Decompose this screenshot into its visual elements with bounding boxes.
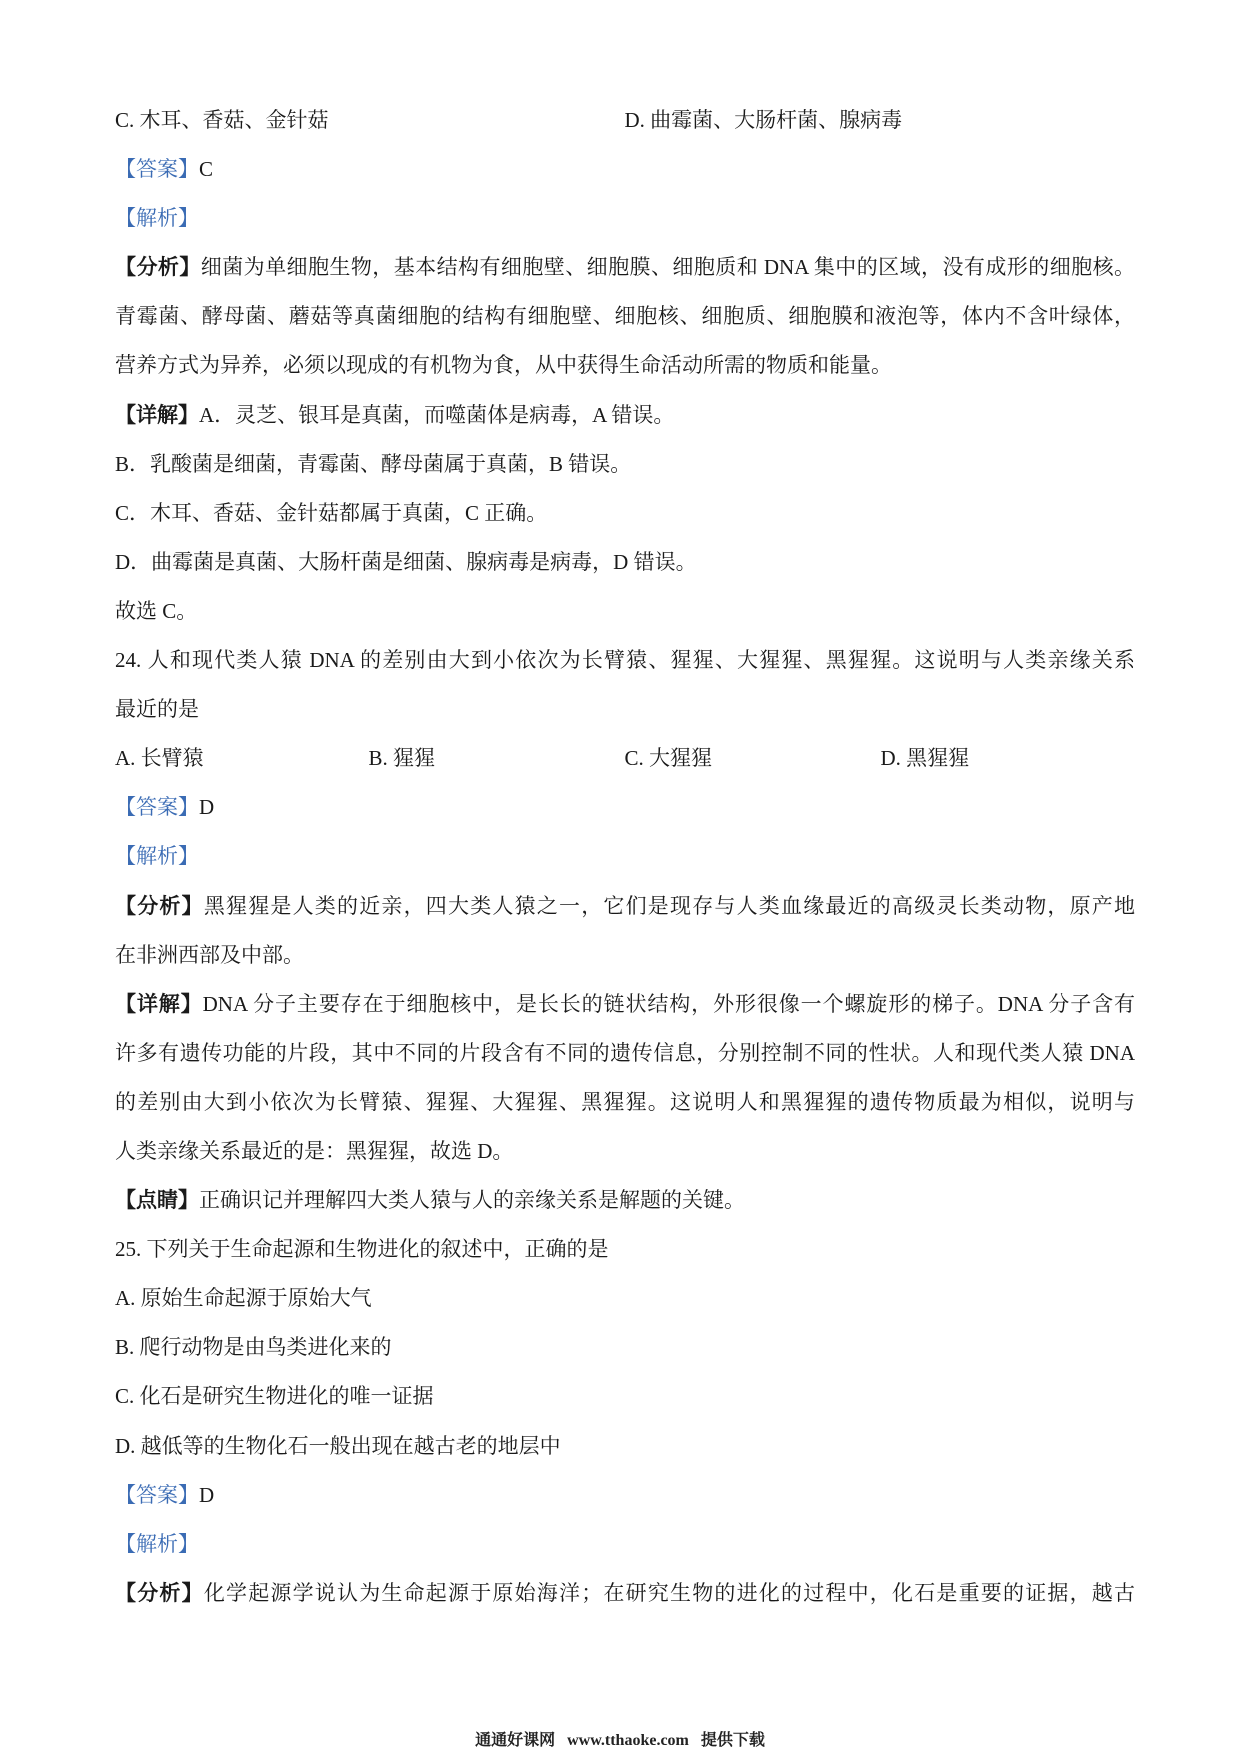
comment-text: 正确识记并理解四大类人猿与人的亲缘关系是解题的关键。 [199,1188,745,1213]
q25-option-b: B. 爬行动物是由鸟类进化来的 [115,1335,392,1360]
q24-detail-line: 人类亲缘关系最近的是：黑猩猩，故选 D。 [115,1138,514,1163]
answer-label: 【答案】 [115,157,199,182]
q24-detail-line [115,980,1135,1029]
explanation-label: 【解析】 [115,844,199,869]
answer-value: C [199,157,214,182]
analysis-text: 化学起源学说认为生命起源于原始海洋；在研究生物的进化的过程中，化石是重要的证据，越古 [203,1580,1136,1605]
q25-option-c: C. 化石是研究生物进化的唯一证据 [115,1384,434,1409]
q23-explanation-heading [115,194,1135,243]
q23-options-row [115,96,1135,145]
answer-value: D [199,795,215,820]
answer-label: 【答案】 [115,1482,199,1507]
detail-text: DNA 分子主要存在于细胞核中，是长长的链状结构，外形很像一个螺旋形的梯子。DNA 分子含有 [202,991,1135,1016]
q24-option-a: A. 长臂猿 [115,746,204,771]
q23-analysis-line [115,243,1135,292]
q23-option-d: D. 曲霉菌、大肠杆菌、腺病毒 [624,108,903,132]
page-footer [0,1730,1240,1752]
analysis-label: 【分析】 [115,255,201,280]
footer-note: 提供下载 [700,1732,765,1749]
q23-detail-line: B．乳酸菌是细菌，青霉菌、酵母菌属于真菌，B 错误。 [115,451,632,476]
q23-option-c: C. 木耳、香菇、金针菇 [115,108,329,132]
q25-option-d: D. 越低等的生物化石一般出现在越古老的地层中 [115,1433,561,1458]
analysis-label: 【分析】 [115,1580,204,1605]
detail-label: 【详解】 [115,402,199,427]
q25-analysis-line [115,1569,1135,1618]
footer-url: www.tthaoke.com [567,1732,689,1749]
q23-analysis-line: 青霉菌、酵母菌、蘑菇等真菌细胞的结构有细胞壁、细胞核、细胞质、细胞膜和液泡等，体内不含叶绿体， [115,304,1135,329]
analysis-text: 黑猩猩是人类的近亲，四大类人猿之一，它们是现存与人类血缘最近的高级灵长类动物，原产地 [203,893,1136,918]
q24-answer [115,783,1135,832]
q24-detail-line: 许多有遗传功能的片段，其中不同的片段含有不同的遗传信息，分别控制不同的性状。人和现代类人猿 DNA [115,1040,1135,1065]
explanation-label: 【解析】 [115,1531,199,1556]
analysis-label: 【分析】 [115,893,204,918]
q25-explanation-heading [115,1520,1135,1569]
q25-answer [115,1471,1135,1520]
q24-options-row [115,734,1135,783]
q23-detail-line: D．曲霉菌是真菌、大肠杆菌是细菌、腺病毒是病毒，D 错误。 [115,549,697,574]
q23-conclusion: 故选 C。 [115,598,198,623]
analysis-text: 细菌为单细胞生物，基本结构有细胞壁、细胞膜、细胞质和 DNA 集中的区域，没有成形的细胞核。 [200,255,1136,280]
page-content [115,96,1135,1618]
q23-answer [115,145,1135,194]
q24-stem-line: 24. 人和现代类人猿 DNA 的差别由大到小依次为长臂猿、猩猩、大猩猩、黑猩猩。这说明与人类亲缘关系 [115,648,1135,673]
detail-label: 【详解】 [115,991,203,1016]
q24-analysis-line: 在非洲西部及中部。 [115,942,304,967]
q24-explanation-heading [115,832,1135,881]
q25-option-a: A. 原始生命起源于原始大气 [115,1286,372,1311]
q24-option-d: D. 黑猩猩 [880,746,970,771]
q25-stem: 25. 下列关于生命起源和生物进化的叙述中，正确的是 [115,1237,609,1262]
q23-detail-line: C．木耳、香菇、金针菇都属于真菌，C 正确。 [115,500,548,525]
detail-text: A．灵芝、银耳是真菌，而噬菌体是病毒，A 错误。 [199,402,675,427]
answer-value: D [199,1482,215,1507]
q23-analysis-line: 营养方式为异养，必须以现成的有机物为食，从中获得生命活动所需的物质和能量。 [115,353,892,378]
q24-detail-line: 的差别由大到小依次为长臂猿、猩猩、大猩猩、黑猩猩。这说明人和黑猩猩的遗传物质最为相似，说明与 [115,1089,1135,1114]
q24-option-c: C. 大猩猩 [624,746,713,771]
footer-site-name: 通通好课网 [475,1732,556,1749]
q24-comment [115,1176,1135,1225]
comment-label: 【点睛】 [115,1188,199,1213]
q23-detail-line [115,391,1135,440]
q24-stem-line: 最近的是 [115,697,199,722]
q24-option-b: B. 猩猩 [368,746,436,771]
q24-analysis-line [115,882,1135,931]
answer-label: 【答案】 [115,795,199,820]
explanation-label: 【解析】 [115,206,199,231]
